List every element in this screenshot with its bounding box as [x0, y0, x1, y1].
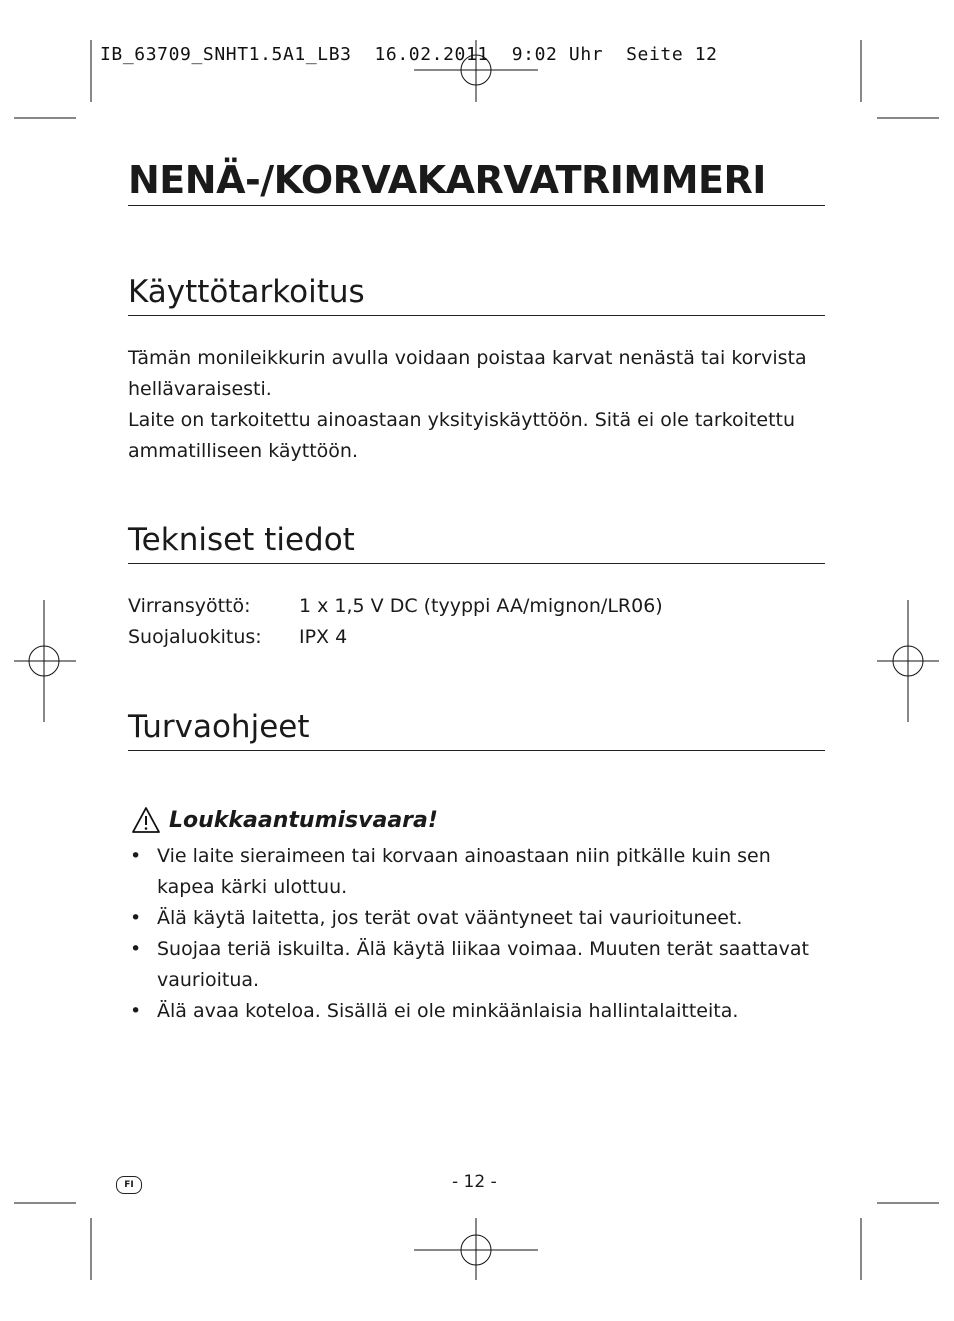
- warning-title: Loukkaantumisvaara!: [169, 807, 438, 833]
- list-item-text: Älä käytä laitetta, jos terät ovat vääntyneet tai vaurioituneet.: [157, 907, 743, 929]
- section-rule-specs: [128, 563, 825, 564]
- title-rule: [128, 205, 825, 206]
- bullet-icon: •: [130, 845, 142, 867]
- spec-value: 1 x 1,5 V DC (tyyppi AA/mignon/LR06): [299, 595, 663, 617]
- spec-row: [128, 591, 663, 622]
- spec-label: Suojaluokitus:: [128, 626, 262, 648]
- section-rule-safety: [128, 750, 825, 751]
- bullet-icon: •: [130, 907, 142, 929]
- spec-label: Virransyöttö:: [128, 595, 251, 617]
- bullet-icon: •: [130, 938, 142, 960]
- page-title: NENÄ-/KORVAKARVATRIMMERI: [128, 158, 766, 202]
- print-slug: IB_63709_SNHT1.5A1_LB3 16.02.2011 9:02 Uhr Seite 12: [100, 44, 718, 65]
- spec-row: [128, 622, 663, 653]
- specs-table: [128, 591, 663, 653]
- section-rule-purpose: [128, 315, 825, 316]
- warning-triangle-icon: [131, 806, 161, 834]
- spec-value: IPX 4: [299, 626, 348, 648]
- list-item: [128, 841, 818, 903]
- list-item-text: Vie laite sieraimeen tai korvaan ainoastaan niin pitkälle kuin sen kapea kärki ulottuu.: [157, 845, 771, 898]
- section-heading-specs: Tekniset tiedot: [128, 522, 355, 558]
- section-heading-purpose: Käyttötarkoitus: [128, 274, 365, 310]
- list-item-text: Älä avaa koteloa. Sisällä ei ole minkäänlaisia hallintalaitteita.: [157, 1000, 739, 1022]
- crop-registration-mark-icon: [14, 40, 939, 1280]
- purpose-text: [128, 343, 828, 467]
- safety-list: [128, 841, 818, 1027]
- purpose-paragraph-1: Tämän monileikkurin avulla voidaan poistaa karvat nenästä tai korvista hellävaraisesti.: [128, 347, 807, 400]
- language-badge: FI: [116, 1176, 142, 1194]
- list-item: [128, 996, 818, 1027]
- page-number: - 12 -: [452, 1172, 497, 1192]
- list-item-text: Suojaa teriä iskuilta. Älä käytä liikaa voimaa. Muuten terät saattavat vaurioitua.: [157, 938, 809, 991]
- list-item: [128, 903, 818, 934]
- purpose-paragraph-2: Laite on tarkoitettu ainoastaan yksityiskäyttöön. Sitä ei ole tarkoitettu ammatilliseen käyttöön.: [128, 409, 796, 462]
- list-item: [128, 934, 818, 996]
- section-heading-safety: Turvaohjeet: [128, 709, 310, 745]
- bullet-icon: •: [130, 1000, 142, 1022]
- warning-heading: [131, 806, 438, 834]
